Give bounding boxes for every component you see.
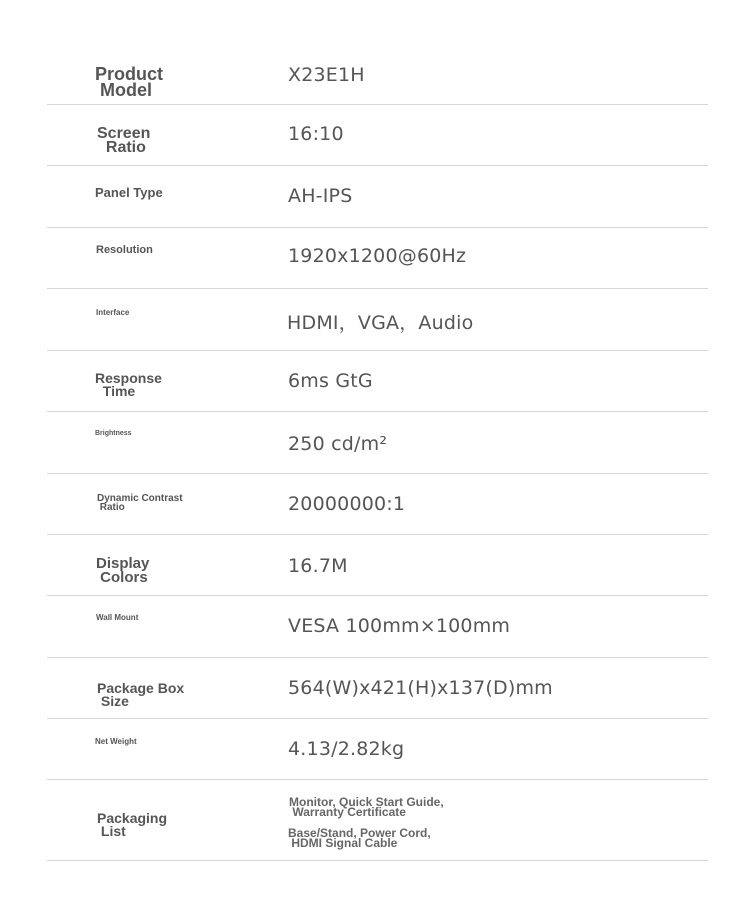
spec-label-display-colors: Display Colors: [96, 555, 150, 586]
spec-value-packaging-list-line-2: Base/Stand, Power Cord, HDMI Signal Cable: [288, 826, 431, 851]
spec-value-net-weight: 4.13/2.82kg: [288, 738, 405, 760]
row-divider: [47, 718, 708, 719]
spec-label-response-time: Response Time: [95, 370, 162, 399]
row-divider: [47, 779, 708, 780]
spec-label-brightness: Brightness: [95, 430, 132, 437]
row-divider: [47, 411, 708, 412]
spec-label-wall-mount: Wall Mount: [96, 613, 139, 622]
spec-value-resolution: 1920x1200@60Hz: [288, 245, 467, 267]
row-divider: [47, 288, 708, 289]
row-divider: [47, 860, 708, 861]
spec-label-packaging-list: Packaging List: [97, 810, 168, 839]
spec-label-dynamic-contrast-ratio: Dynamic Contrast Ratio: [97, 493, 183, 513]
row-divider: [47, 595, 708, 596]
spec-value-response-time: 6ms GtG: [288, 370, 373, 392]
row-divider: [47, 165, 708, 166]
spec-value-display-colors: 16.7M: [288, 555, 348, 577]
spec-value-interface: HDMI，VGA，Audio: [287, 312, 474, 334]
row-divider: [47, 657, 708, 658]
spec-value-screen-ratio: 16:10: [288, 123, 344, 145]
row-divider: [47, 227, 708, 228]
spec-label-net-weight: Net Weight: [95, 737, 137, 746]
spec-value-dynamic-contrast-ratio: 20000000:1: [288, 493, 406, 515]
spec-value-brightness: 250 cd/m²: [288, 433, 388, 455]
row-divider: [47, 534, 708, 535]
spec-label-resolution: Resolution: [96, 244, 153, 256]
spec-value-packaging-list-line-1: Monitor, Quick Start Guide, Warranty Certificate: [289, 795, 444, 820]
spec-label-interface: Interface: [96, 308, 130, 317]
row-divider: [47, 104, 708, 105]
spec-label-package-box-size: Package Box Size: [97, 680, 185, 709]
spec-label-screen-ratio: Screen Ratio: [97, 125, 151, 157]
spec-label-product-model: Product Model: [95, 64, 164, 101]
spec-value-panel-type: AH-IPS: [288, 185, 353, 207]
row-divider: [47, 350, 708, 351]
spec-value-product-model: X23E1H: [288, 64, 365, 86]
spec-value-package-box-size: 564(W)x421(H)x137(D)mm: [288, 677, 553, 699]
row-divider: [47, 473, 708, 474]
spec-value-wall-mount: VESA 100mm×100mm: [288, 615, 511, 637]
spec-label-panel-type: Panel Type: [95, 185, 163, 200]
